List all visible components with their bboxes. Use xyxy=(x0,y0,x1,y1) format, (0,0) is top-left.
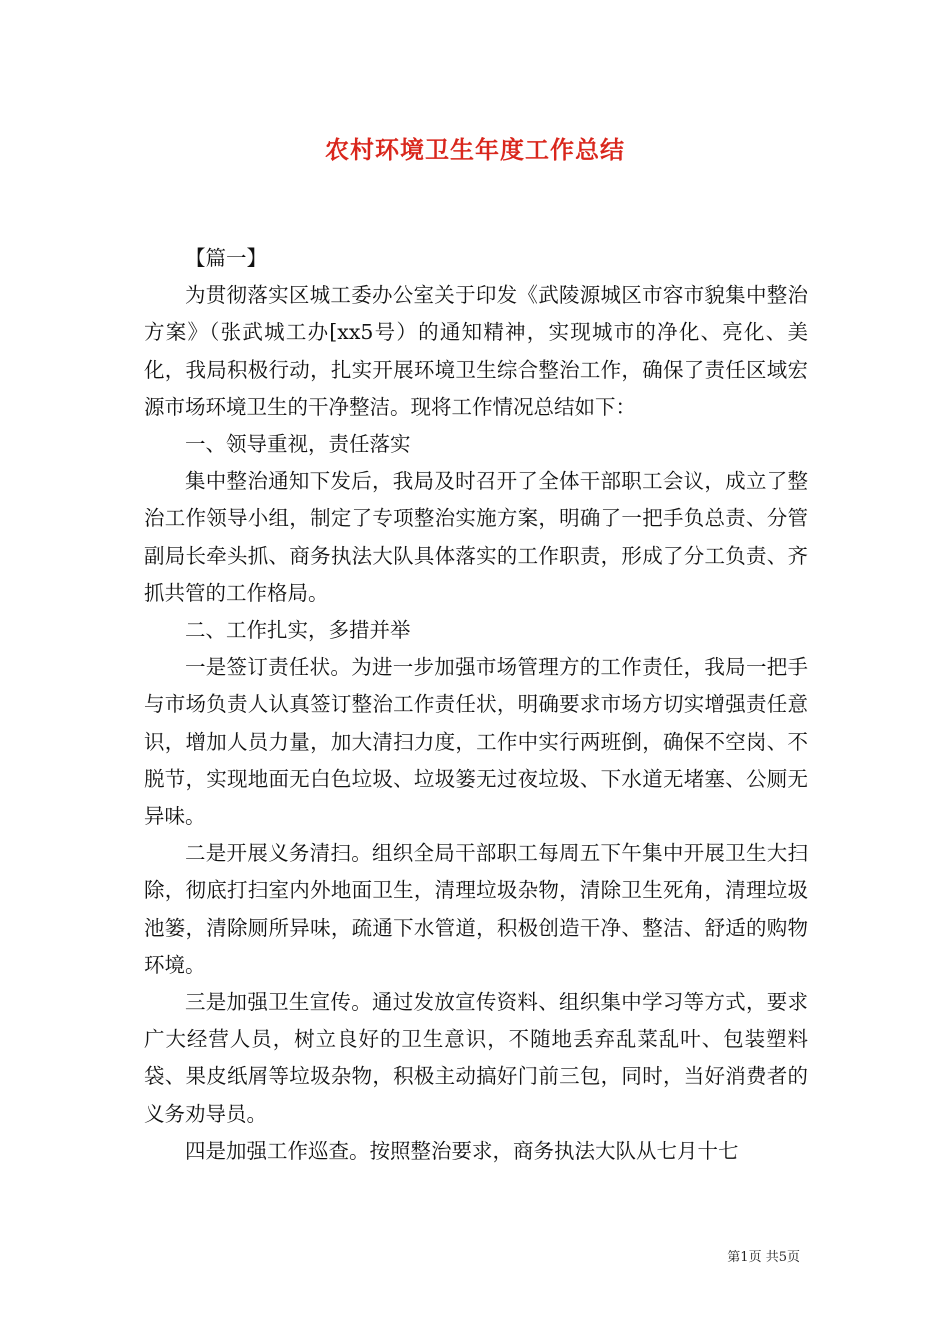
section-heading-1: 一、领导重视，责任落实 xyxy=(185,432,411,457)
body-paragraph: 二是开展义务清扫。组织全局干部职工每周五下午集中开展卫生大扫除，彻底打扫室内外地面卫生，清理垃圾杂物，清除卫生死角，清理垃圾池篓，清除厕所异味，疏通下水管道，积极创造干净、整洁、舒适的购物环境。 xyxy=(144,841,808,977)
footer-total-pages: 5 xyxy=(778,1250,787,1265)
section-marker: 【篇一】 xyxy=(185,246,267,270)
section-heading-2: 二、工作扎实，多措并举 xyxy=(185,618,411,643)
body-paragraph: 四是加强工作巡查。按照整治要求，商务执法大队从七月十七 xyxy=(185,1138,739,1163)
footer-page-number: 1 xyxy=(740,1250,749,1265)
body-paragraph: 三是加强卫生宣传。通过发放宣传资料、组织集中学习等方式，要求广大经营人员，树立良好的卫生意识，不随地丢弃乱菜乱叶、包装塑料袋、果皮纸屑等垃圾杂物，积极主动搞好门前三包，同时，当好消费者的义务劝导员。 xyxy=(144,990,808,1126)
footer-page-end: 页 xyxy=(786,1250,800,1265)
footer-page-label: 第 xyxy=(727,1250,741,1265)
body-paragraph: 集中整治通知下发后，我局及时召开了全体干部职工会议，成立了整治工作领导小组，制定了专项整治实施方案，明确了一把手负总责、分管副局长牵头抓、商务执法大队具体落实的工作职责，形成了分工负责、齐抓共管的工作格局。 xyxy=(144,469,808,605)
footer-page-mid: 页 共 xyxy=(748,1250,779,1265)
page-footer xyxy=(727,1246,800,1265)
body-paragraph: 一是签订责任状。为进一步加强市场管理方的工作责任，我局一把手与市场负责人认真签订整治工作责任状，明确要求市场方切实增强责任意识，增加人员力量，加大清扫力度，工作中实行两班倒，确保不空岗、不脱节，实现地面无白色垃圾、垃圾篓无过夜垃圾、下水道无堵塞、公厕无异味。 xyxy=(144,655,808,829)
document-body xyxy=(144,240,808,1170)
intro-paragraph: 为贯彻落实区城工委办公室关于印发《武陵源城区市容市貌集中整治方案》（张武城工办[xx5号）的通知精神，实现城市的净化、亮化、美化，我局积极行动，扎实开展环境卫生综合整治工作，确保了责任区域宏源市场环境卫生的干净整洁。现将工作情况总结如下： xyxy=(144,283,808,419)
document-title: 农村环境卫生年度工作总结 xyxy=(325,135,625,164)
